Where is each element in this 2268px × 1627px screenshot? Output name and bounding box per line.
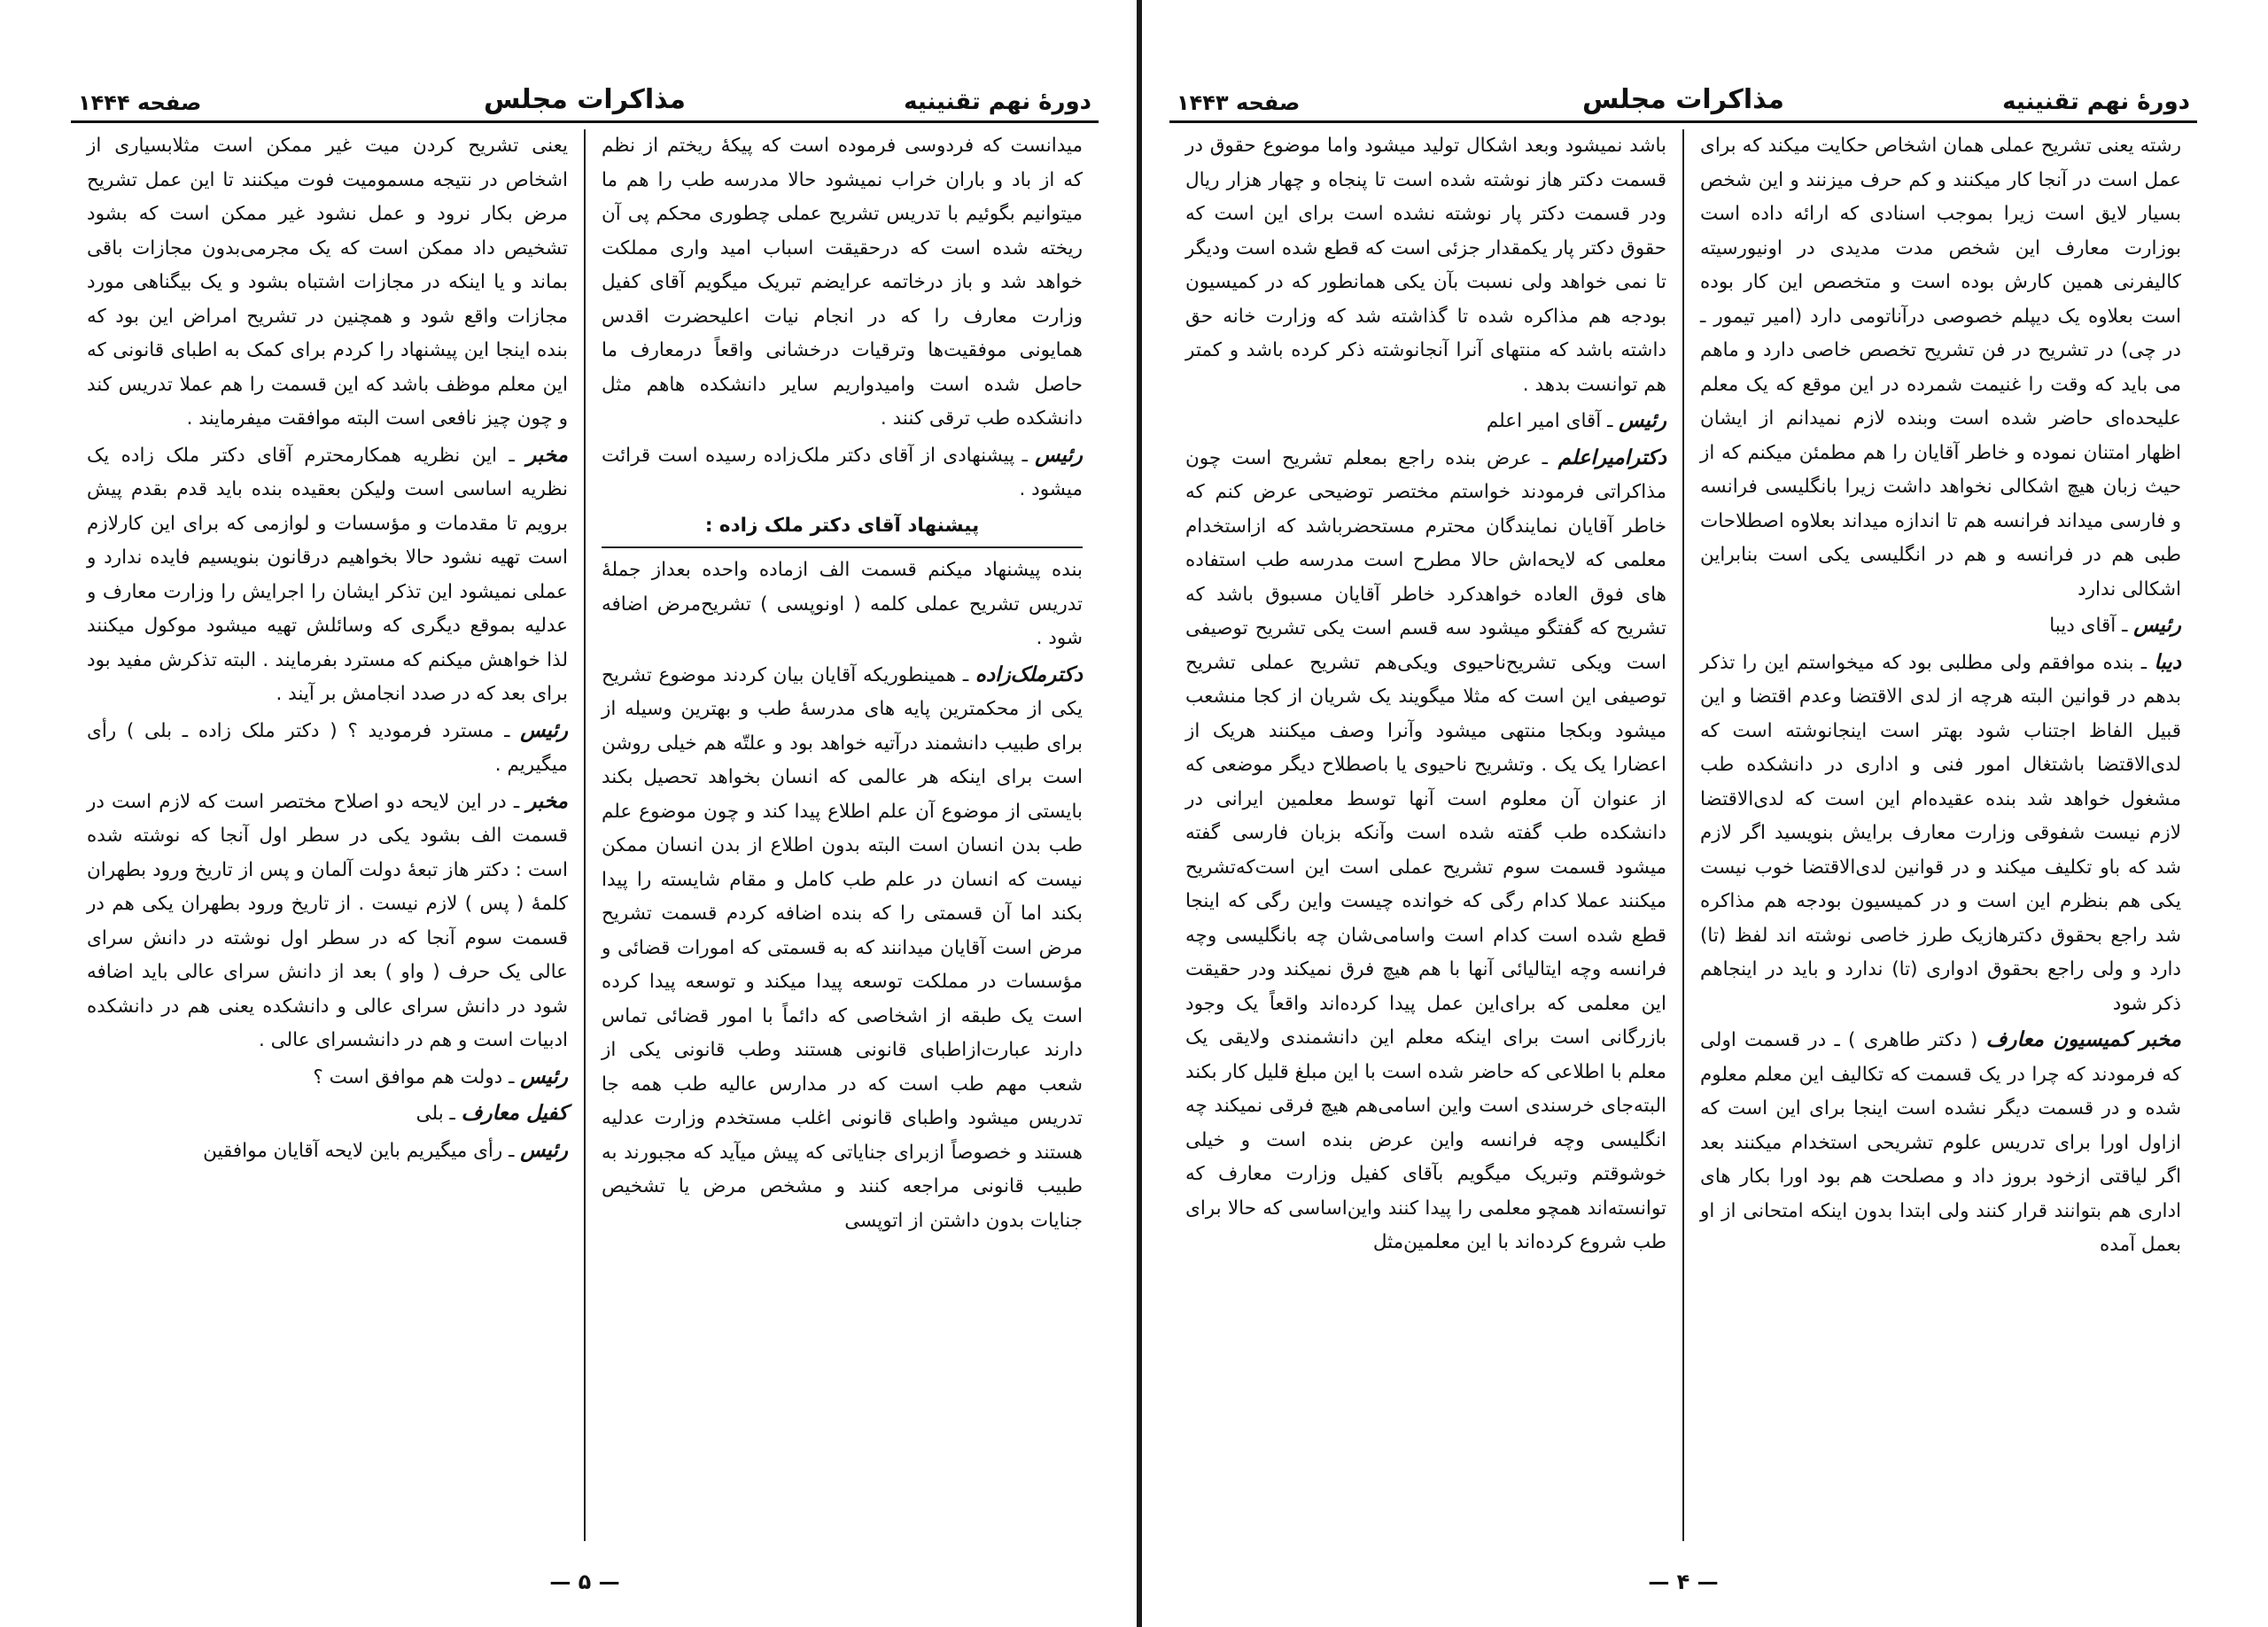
speech-paragraph — [1700, 646, 2181, 1022]
speaker-name: مخبر — [526, 443, 568, 467]
page-header — [1169, 71, 2197, 123]
speech-paragraph — [1185, 441, 1666, 1260]
page-header — [71, 71, 1099, 123]
speech-text: ـ دولت هم موافق است ؟ — [313, 1065, 521, 1089]
text-columns — [71, 129, 1099, 1541]
speech-paragraph — [602, 438, 1083, 507]
column-right — [1684, 129, 2197, 1541]
speaker-name: مخبر — [526, 789, 568, 813]
page-number-header: صفحه ۱۴۴۴ — [78, 90, 202, 115]
column-right — [586, 129, 1099, 1541]
speaker-name: رئیس — [520, 718, 568, 742]
speech-paragraph — [1700, 608, 2181, 644]
session-label: دورهٔ نهم تقنینیه — [904, 89, 1091, 115]
body-paragraph: باشد نمیشود وبعد اشکال تولید میشود واما موضوع حقوق در قسمت دکتر هاز نوشته شده است تا پنجاه و چهار هزار ریال ودر قسمت دکتر پار نوشته نشده است برای این است که حقوق دکتر پار یکمقدار جزئی است که قطع شده است ودیگر تا نمی خواهد ولی نسبت بآن یکی همانطور که در کمیسیون بودجه هم مذاکره شده تا گذاشته شد که وزارت خانه حق داشته باشد که منتهای آنرا آنجانوشته ذکر کرده باشد و کمتر هم توانست بدهد . — [1185, 135, 1666, 396]
speech-paragraph — [87, 714, 568, 783]
speech-text: ( دکتر طاهری ) ـ در قسمت اولی که فرمودند که چرا در یک قسمت که تکالیف این معلم معلوم شده و در قسمت دیگر نشده است اینجا برای این است که ازاول اورا برای تدریس علوم تشریحی استخدام میکنند بعد اگر لیاقتی ازخود بروز داد و مصلحت هم بود اورا بکار های اداری هم بتوانند قرار کنند ولی ابتدا بدون اینکه امتحانی از او بعمل آمده — [1700, 1029, 2181, 1256]
speech-text: ـ عرض بنده راجع بمعلم تشریح است چون مذاکراتی فرمودند خواستم مختصر توضیحی عرض کنم که خاطر آقایان نمایندگان محترم مستحضرباشد که ازاستخدام معلمی که لایحه‌اش حالا مطرح است مدرسه طب استفاده های فوق العاده خواهدکرد خاطر آقایان مسبوق باشد که تشریح که گفتگو میشود سه قسم است یکی تشریح توصیفی است ویکی تشریح‌ناحیوی ویکی‌هم تشریح عملی تشریح توصیفی این است که مثلا میگویند یک شریان از کجا منشعب میشود وبکجا منتهی میشود وآنرا وصف میکنند هریک از اعضارا یک یک . وتشریح ناحیوی یا باصطلاح دیگر موضعی که از عنوان آن معلوم است آنها توسط معلمین ایرانی در دانشکده طب گفته شده است وآنکه بزبان فارسی گفته میشود قسمت سوم تشریح عملی است این است‌که‌تشریح میکنند عملا کدام رگی که خوانده چیست واین رگی که اینجا قطع شده است کدام است واسامی‌شان چه بانگلیسی وچه فرانسه وچه ایتالیائی آنها با هم هیچ فرق نمیکند ودر حقیقت این معلمی که برای‌این عمل پیدا کرده‌اند واقعاً یک وجود بازرگانی است برای اینکه معلم این دانشمندی ولایقی یک معلم با اطلاعی که حاضر شده است با این مبلغ قلیل کار بکند البته‌جای خرسندی است واین اسامی‌هم هیچ فرقی نمیکند چه انگلیسی وچه فرانسه واین عرض بنده است و خیلی خوشوقتم وتبریک میگویم بآقای کفیل وزارت معارف که توانسته‌اند همچو معلمی را پیدا کنند واین‌اساسی که حالا برای طب شروع کرده‌اند با این معلمین‌مثل — [1185, 446, 1666, 1253]
speech-text: ـ بنده موافقم ولی مطلبی بود که میخواستم این را تذکر بدهم در قوانین البته هرچه از لدی الاقتضا وعدم اقتضا و این قبیل الفاظ اجتناب شود بهتر است اینجانوشته است که لدی‌الاقتضا باشتغال امور فنی و اداری در دانشکده طب مشغول خواهد شد بنده عقیده‌ام این است که لدی‌الاقتضا لازم نیست شفوقی وزارت معارف برایش بنویسید اگر لازم شد که باو تکلیف میکند و در قوانین لدی‌الاقتضا خوب نیست یکی هم بنظرم این است و در کمیسیون بودجه هم مذاکره شد راجع بحقوق دکترهازیک طرز خاصی نوشته اند لفظ (تا) دارد و ولی راجع بحقوق ادواری (تا) ندارد و باید در اینجاهم ذکر شود — [1700, 651, 2181, 1015]
text-columns — [1169, 129, 2197, 1541]
body-paragraph: یعنی تشریح کردن میت غیر ممکن است مثلا‌بسیاری از اشخاص در نتیجه مسمومیت فوت میکنند تا این عمل تشریح مرض بکار نرود و عمل نشود غیر ممکن است که بشود تشخیص داد ممکن است که یک مجرمی‌بدون مجازات باقی بماند و یا اینکه در مجازات اشتباه بشود و یک بیگناهی مورد مجازات واقع شود و همچنین در تشریح امراض این بود که بنده اینجا این پیشنهاد را کردم برای کمک به اطبای قانونی که این معلم موظف باشد که این قسمت را هم عملا تدریس کند و چون چیز نافعی است البته موافقت میفرمایند . — [87, 135, 568, 430]
speech-paragraph — [87, 438, 568, 712]
speaker-name: کفیل معارف — [461, 1102, 568, 1125]
speaker-name: رئیس — [2133, 614, 2181, 637]
session-label: دورهٔ نهم تقنینیه — [2002, 89, 2190, 115]
speech-paragraph — [87, 785, 568, 1058]
speaker-name: مخبر کمیسیون معارف — [1985, 1028, 2181, 1051]
speech-text: ـ این نظریه همکارمحترم آقای دکتر ملک زاده یک نظریه اساسی است ولیکن بعقیده بنده باید قدم بقدم پیش برویم تا مقدمات و مؤسسات و لوازمی که برای این کارلازم است تهیه نشود حالا بخواهیم درقانون بنویسیم فایده ندارد و عملی نمیشود این تذکر ایشان را اجرایش را وزارت معارف و عدلیه بموقع دیگری که وسائلش تهیه میشود موکول میکنند لذا خواهش میکنم که مسترد بفرمایند . البته تذکرش مفید بود برای بعد که در صدد انجامش بر آیند . — [87, 444, 568, 705]
body-paragraph: بنده پیشنهاد میکنم قسمت الف ازماده واحده بعداز جملهٔ تدریس تشریح عملی کلمه ( اونوپسی ) تشریح‌مرض اضافه شود . — [602, 559, 1083, 649]
speech-paragraph — [602, 658, 1083, 1239]
page-footer-number: — ۴ — — [1648, 1569, 1719, 1594]
speaker-name: رئیس — [1035, 443, 1083, 467]
speech-text: ـ همینطوریکه آقایان بیان کردند موضوع تشریح یکی از محکمترین پایه های مدرسهٔ طب و بهترین وسیله از برای طبیب دانشمند درآتیه خواهد بود و علتّه هم خیلی روشن است برای اینکه هر عالمی که انسان بخواهد تحصیل بکند بایستی از موضوع آن علم اطلاع پیدا کند و چون موضوع علم طب بدن انسان است البته بدون اطلاع از بدن انسان ممکن نیست که انسان در علم طب کامل و مقام شایسته را پیدا بکند اما آن قسمتی را که بنده اضافه کردم قسمت تشریح مرض است آقایان میدانند که به قسمتی که امورات قضائی و مؤسسات در مملکت توسعه پیدا میکند و توسعه پیدا کرده است یک طبقه از اشخاصی که دائماً با امور قضائی تماس دارند عبارت‌ازاطبای قانونی هستند وطب قانونی یکی از شعب مهم طب است که در مدارس عالیه طب همه جا تدریس میشود واطبای قانونی اغلب مستخدم وزارت عدلیه هستند و خصوصاً ازبرای جنایاتی که پیش میآید که مجبورند به طبیب قانونی مراجعه کنند و مشخص مرض یا تشخیص جنایات بدون داشتن از اتوپسی — [602, 663, 1083, 1232]
speaker-name: رئیس — [520, 1138, 568, 1162]
speech-paragraph — [87, 1134, 568, 1169]
speech-text: ـ رأی میگیریم باین لایحه آقایان موافقین — [203, 1139, 521, 1162]
page-gutter — [1137, 0, 1142, 1627]
right-page — [1169, 71, 2197, 1594]
speech-paragraph — [87, 1096, 568, 1132]
speech-text: ـ آقای امیر اعلم — [1486, 410, 1619, 432]
column-left — [1169, 129, 1684, 1541]
column-left — [71, 129, 586, 1541]
speech-paragraph — [87, 1060, 568, 1096]
speech-text: ـ پیشنهادی از آقای دکتر ملک‌زاده رسیده است قرائت میشود . — [602, 444, 1083, 500]
speaker-name: دکترملک‌زاده — [975, 662, 1083, 686]
speech-paragraph — [1700, 1023, 2181, 1263]
speech-text: ـ در این لایحه دو اصلاح مختصر است که لازم است در قسمت الف بشود یکی در سطر اول آنجا که نوشته شده است : دکتر هاز تبعهٔ دولت آلمان و پس از تاریخ ورود بطهران کلمهٔ ( پس ) لازم نیست . از تاریخ ورود بطهران یکی هم در قسمت سوم آنجا که در سطر اول نوشته در دانش سرای عالی یک حرف ( واو ) بعد از دانش سرای عالی باید اضافه شود در دانش سرای عالی و دانشکده یعنی هم در دانشکده ادبیات است و هم در دانشسرای عالی . — [87, 790, 568, 1051]
speaker-name: دیبا — [2154, 650, 2181, 674]
journal-title: مذاکرات مجلس — [1581, 84, 1785, 115]
speaker-name: رئیس — [520, 1065, 568, 1089]
speech-text: ـ مسترد فرمودید ؟ ( دکتر ملک زاده ـ بلی ) رأی میگیریم . — [87, 719, 568, 776]
speech-paragraph — [1185, 404, 1666, 439]
page-footer-number: — ۵ — — [549, 1569, 620, 1594]
body-paragraph: رشته یعنی تشریح عملی همان اشخاص حکایت میکند که برای عمل است در آنجا کار میکنند و کم حرف میزنند و این شخص بسیار لایق است زیرا بموجب اسنادی که ارائه داده است بوزارت معارف این شخص مدت مدیدی در اونیورسیته کالیفرنی همین کارش بوده است و متخصص این کار بوده است بعلاوه یک دیپلم خصوصی درآناتومی دارد (امیر تیمور ـ در چی) در تشریح در فن تشریح تخصص خاصی دارد و ماهم می باید که وقت را غنیمت شمرده در این موقع که یک معلم علیحده‌ای حاضر شده است وبنده لازم نمیدانم از ایشان اظهار امتنان نموده و خاطر آقایان را هم مطمئن میکنم که از حیث زبان هیچ اشکالی نخواهد داشت زیرا بانگلیسی فرانسه و فارسی میداند فرانسه هم تا اندازه میداند بعلاوه اصطلاحات طبی هم در فرانسه و هم در انگلیسی یکی است بنابراین اشکالی ندارد — [1700, 135, 2181, 600]
speech-text: ـ آقای دیبا — [2049, 615, 2134, 637]
speech-text: ـ بلی — [416, 1103, 462, 1125]
body-paragraph: میدانست که فردوسی فرموده است که پیکهٔ ریختم از نظم که از باد و باران خراب نمیشود حالا مدرسه طب را هم ما میتوانیم بگوئیم با تدریس تشریح عملی چطوری محکم پی آن ریخته شده است که درحقیقت اسباب امید واری مملکت خواهد شد و باز درخاتمه عرایضم تبریک میگویم آقای کفیل وزارت معارف را که در انجام نیات اعلیحضرت اقدس همایونی موفقیت‌ها وترقیات درخشانی واقعاً درمعارف ما حاصل شده است وامیدواریم سایر دانشکده هاهم مثل دانشکده طب ترقی کنند . — [602, 135, 1083, 430]
left-page — [71, 71, 1099, 1594]
page-number-header: صفحه ۱۴۴۳ — [1177, 90, 1301, 115]
speaker-name: دکترامیراعلم — [1557, 445, 1666, 469]
speaker-name: رئیس — [1619, 409, 1666, 432]
proposal-title: پیشنهاد آقای دکتر ملک زاده : — [602, 509, 1083, 549]
journal-title: مذاکرات مجلس — [483, 84, 687, 115]
